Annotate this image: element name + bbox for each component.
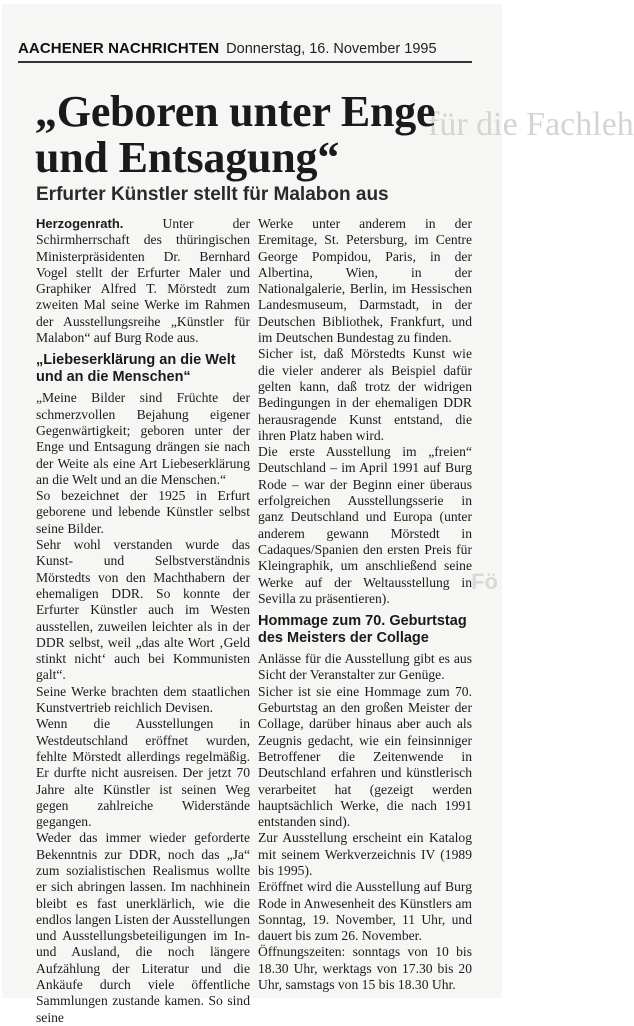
paragraph: Die erste Ausstellung im „freien“ Deutschland – im April 1991 auf Burg Rode – war der Beginn einer überaus erfolgreichen Ausstellungsserie in ganz Deutschland und Europa (unter anderem gewann Mörstedt in Cadaques/Spanien den ersten Preis für Kleingraphik, um anschließend seine Werke auf der Weltausstellung in Sevilla zu präsentieren). [258,444,472,606]
paragraph: Werke unter anderem in der Eremitage, St. Petersburg, im Centre George Pompidou, Paris, in der Albertina, Wien, in der Nationalgalerie, Berlin, im Hessischen Landesmuseum, Darmstadt, in der Deutschen Bibliothek, Frankfurt, und im Deutschen Bundestag zu finden. [258,216,472,346]
paragraph: Öffnungszeiten: sonntags von 10 bis 18.30 Uhr, werktags von 17.30 bis 20 Uhr, samstags von 15 bis 18.30 Uhr. [258,944,472,993]
paragraph: Sehr wohl verstanden wurde das Kunst- und Selbstverständnis Mörstedts von den Machthabern der ehemaligen DDR. So konnte der Erfurter Künstler auch im Westen ausstellen, zuweilen leichter als in der DDR selbst, weil „das alte Wort ‚Geld stinkt nicht‘ auch bei Kommunisten galt“. [36,537,250,683]
paragraph: Seine Werke brachten dem staatlichen Kunstvertrieb reichlich Devisen. [36,683,250,716]
paragraph: Eröffnet wird die Ausstellung auf Burg Rode in Anwesenheit des Künstlers am Sonntag, 19. November, 11 Uhr, und dauert bis zum 26. November. [258,879,472,944]
subheading-hommage: Hommage zum 70. Geburtstag des Meisters der Collage [258,613,467,647]
article-column-right [258,216,472,993]
paragraph: „Meine Bilder sind Früchte der schmerzvollen Bejahung eigener Gegenwärtigkeit; geboren unter der Enge und Entsagung drängen sie nach der Weite als eine Art Liebeserklärung an die Welt und an die Menschen.“ [36,390,250,487]
dateline-place: Herzogenrath. [36,216,124,231]
paragraph: Anlässe für die Ausstellung gibt es aus Sicht der Veranstalter zur Genüge. [258,651,472,683]
masthead-rule [18,61,472,63]
paragraph: Weder das immer wieder geforderte Bekenntnis zur DDR, noch das „Ja“ zum sozialistischen Realismus wollte er sich abringen lassen. Im nachhinein bleibt es fast unerklärlich, wie die endlos langen Listen der Ausstellungen und Ausstellungsbeteiligungen im In- und Ausland, die noch längere Aufzählung der Literatur und die Ankäufe durch viele öffentliche Sammlungen zustande kamen. So sind seine [36,830,250,1025]
masthead [18,40,437,58]
lead-paragraph [36,216,250,346]
paragraph: Zur Ausstellung erscheint ein Katalog mit seinem Werkverzeichnis IV (1989 bis 1995). [258,830,472,878]
adjacent-headline-fragment: Fö [471,569,498,594]
paragraph: Wenn die Ausstellungen in Westdeutschland eröffnet wurden, fehlte Mörstedt allerdings regelmäßig. Er durfte nicht ausreisen. Der jetzt 70 Jahre alte Künstler ist seinen Weg gegen zahlreiche Widerstände gegangen. [36,716,250,830]
article-column-left [36,216,250,1026]
adjacent-article-fragment: für die Fachleh [428,106,634,143]
paragraph: Sicher ist sie eine Hommage zum 70. Geburtstag an den großen Meister der Collage, darüber hinaus aber auch als Zeugnis gedacht, wie ein feinsinniger Betroffener die Zeitenwende in Deutschland erfahren und künstlerisch verarbeitet hat (gezeigt werden hauptsächlich Werke, die nach 1991 entstanden sind). [258,683,472,830]
newspaper-clipping [2,4,634,1025]
article-headline: „Geboren unter Enge und Entsagung“ [35,87,436,182]
lead-text: Unter der Schirmherrschaft des thüringischen Ministerpräsidenten Dr. Bernhard Vogel stellt der Erfurter Maler und Graphiker Alfred T. Mörstedt zum zweiten Mal seine Werke im Rahmen der Ausstellungsreihe „Künstler für Malabon“ auf Burg Rode aus. [36,216,250,346]
issue-date: Donnerstag, 16. November 1995 [226,41,437,57]
subheading-quote: „Liebeserklärung an die Welt und an die Menschen“ [36,352,236,386]
newspaper-name: AACHENER NACHRICHTEN [18,40,220,57]
article-subtitle: Erfurter Künstler stellt für Malabon aus [36,184,389,205]
paragraph: Sicher ist, daß Mörstedts Kunst wie die vieler anderer als Beispiel dafür gelten kann, daß trotz der widrigen Bedingungen in der ehemaligen DDR herausragende Kunst entstand, die ihren Platz haben wird. [258,346,472,443]
paragraph: So bezeichnet der 1925 in Erfurt geborene und lebende Künstler selbst seine Bilder. [36,488,250,536]
